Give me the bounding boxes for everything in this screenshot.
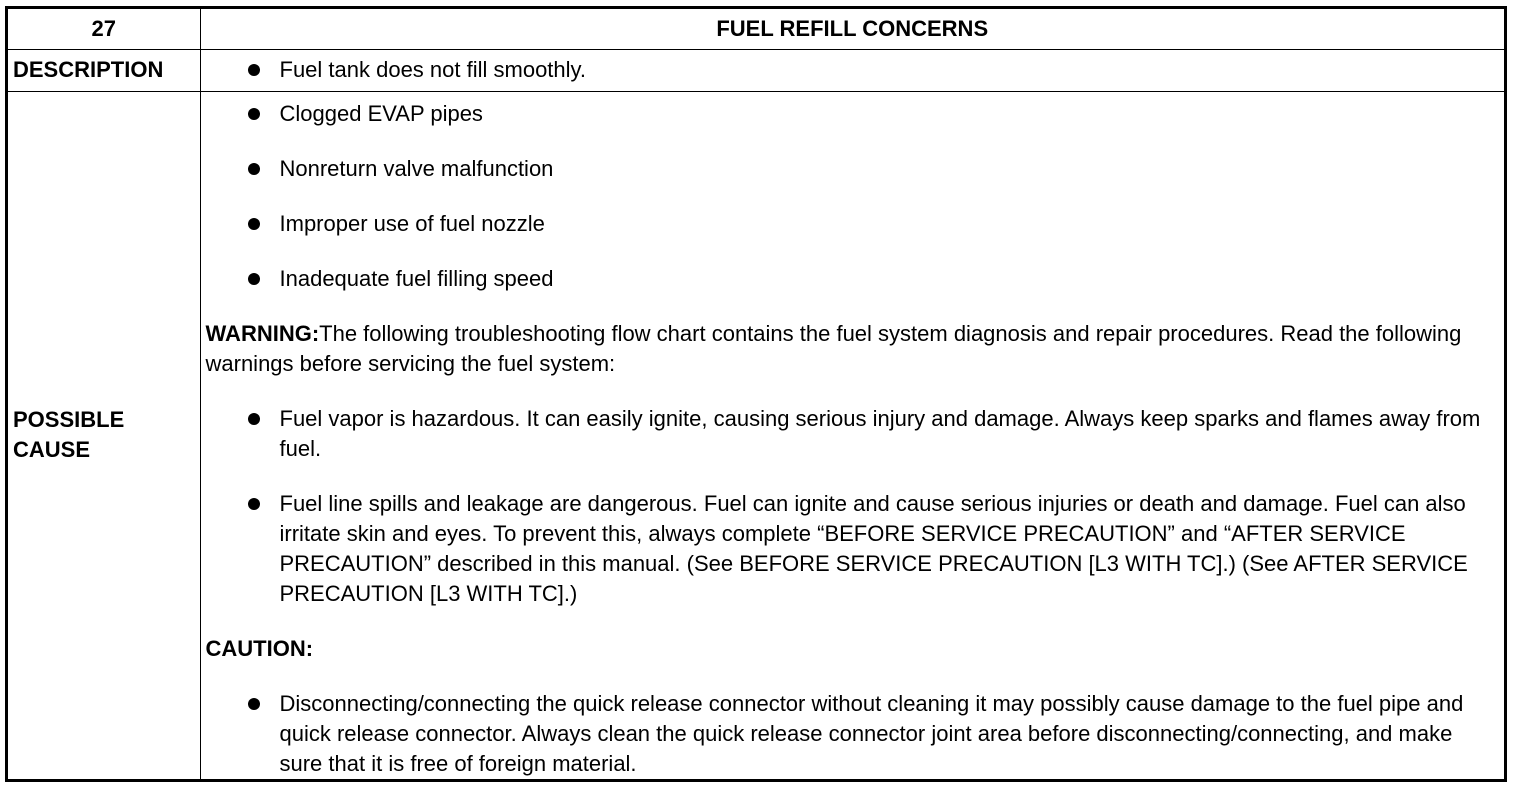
cause-text: Improper use of fuel nozzle — [279, 210, 545, 236]
cause-item — [201, 264, 1505, 294]
possible-cause-row — [8, 91, 1504, 779]
description-label: DESCRIPTION — [8, 49, 200, 91]
possible-cause-label — [8, 91, 200, 779]
warning-item — [201, 404, 1505, 464]
possible-cause-label-line1: POSSIBLE — [13, 407, 125, 433]
bullet-icon — [248, 273, 260, 285]
bullet-icon — [248, 413, 260, 425]
description-row — [8, 49, 1504, 91]
description-cell — [200, 49, 1504, 91]
description-item — [201, 55, 1505, 85]
cause-item — [201, 99, 1505, 129]
possible-cause-cell — [200, 91, 1504, 779]
bullet-icon — [248, 498, 260, 510]
warning-text: The following troubleshooting flow chart contains the fuel system diagnosis and repair procedures. Read the following warnings before servicing the fuel system: — [205, 320, 1462, 376]
caution-label: CAUTION: — [205, 635, 314, 661]
bullet-icon — [248, 218, 260, 230]
warning-item-text: Fuel vapor is hazardous. It can easily ignite, causing serious injury and damage. Always keep sparks and flames away from fuel. — [279, 405, 1481, 461]
possible-cause-label-line2: CAUSE — [13, 437, 91, 463]
troubleshooting-table — [5, 6, 1507, 782]
bullet-icon — [248, 163, 260, 175]
description-text: Fuel tank does not fill smoothly. — [279, 57, 587, 82]
cause-item — [201, 154, 1505, 184]
troubleshooting-grid — [8, 9, 1504, 779]
bullet-icon — [248, 108, 260, 120]
cause-text: Clogged EVAP pipes — [279, 100, 483, 126]
warning-item-text: Fuel line spills and leakage are dangerous. Fuel can ignite and cause serious injuries or death and damage. Fuel can also irritate skin and eyes. To prevent this, always complete “BEFORE SERVICE PRECAUTION” and “AFTER SERVICE PRECAUTION” described in this manual. (See BEFORE SERVICE PRECAUTION [L3 WITH TC].) (See AFTER SERVICE PRECAUTION [L3 WITH TC].) — [279, 490, 1468, 606]
cause-text: Nonreturn valve malfunction — [279, 155, 554, 181]
bullet-icon — [248, 64, 260, 76]
bullet-icon — [248, 698, 260, 710]
warning-paragraph — [201, 319, 1505, 379]
warning-label: WARNING: — [205, 320, 320, 346]
caution-item-text: Disconnecting/connecting the quick release connector without cleaning it may possibly cause damage to the fuel pipe and quick release connector. Always clean the quick release connector joint area before disconnecting/connecting, and make sure that it is free of foreign material. — [279, 690, 1464, 776]
cause-item — [201, 209, 1505, 239]
warning-item — [201, 489, 1505, 609]
procedure-title: FUEL REFILL CONCERNS — [200, 9, 1504, 49]
header-row — [8, 9, 1504, 49]
caution-item — [201, 689, 1505, 779]
cause-text: Inadequate fuel filling speed — [279, 265, 554, 291]
procedure-number: 27 — [8, 9, 200, 49]
